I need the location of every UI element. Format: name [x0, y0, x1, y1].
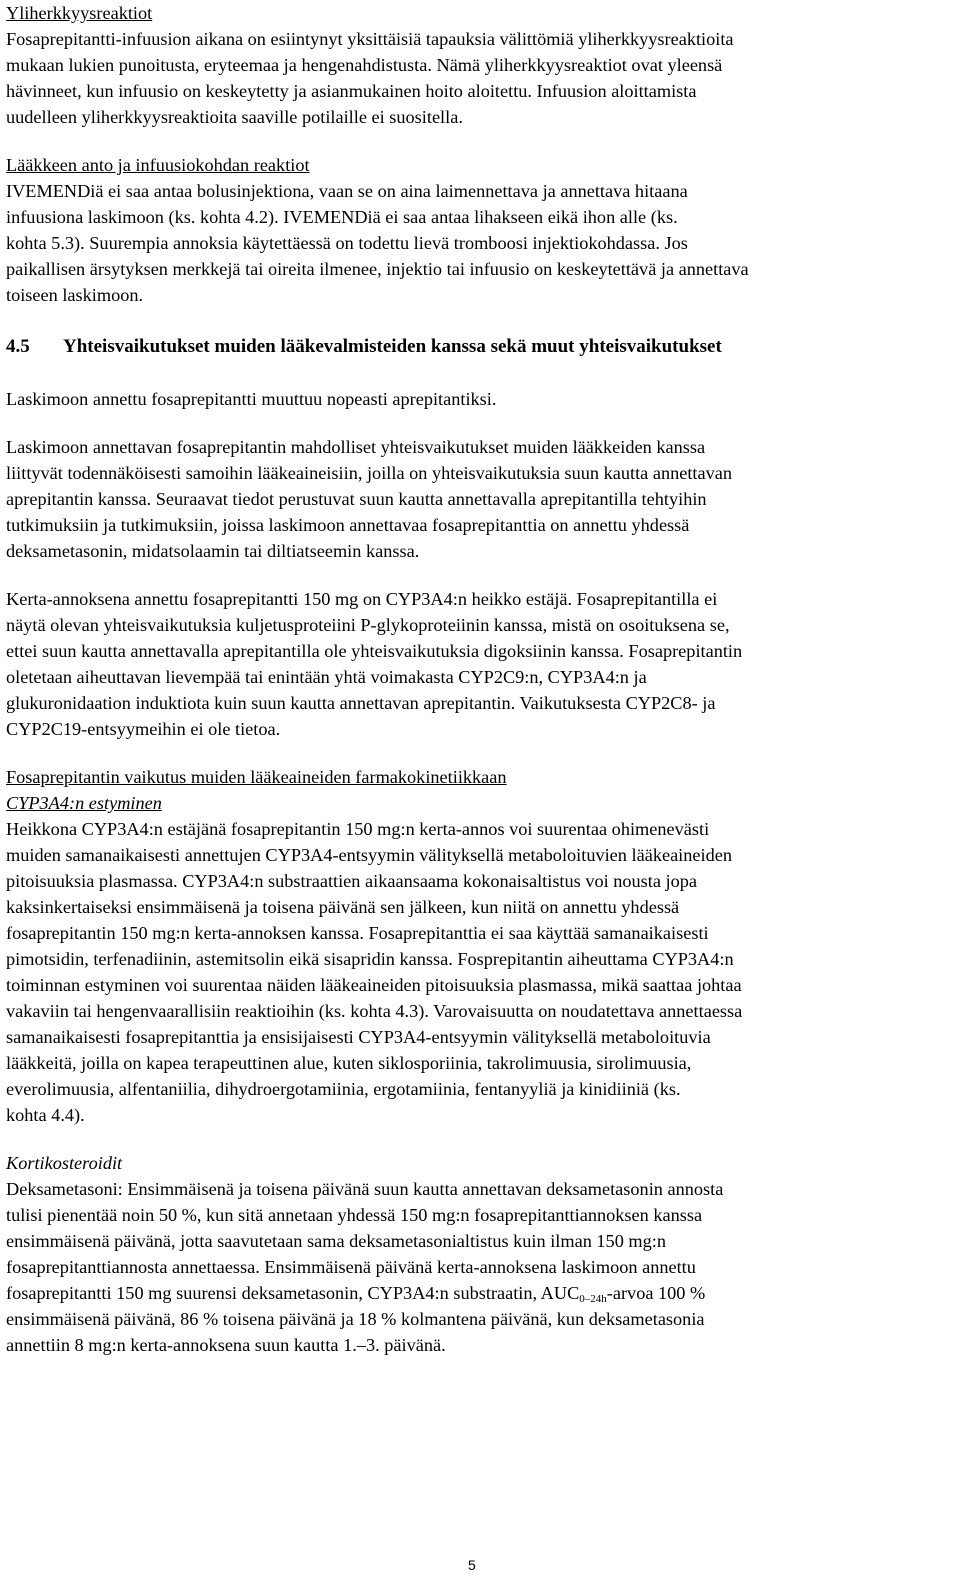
text-line: Heikkona CYP3A4:n estäjänä fosaprepitantin 150 mg:n kerta-annos voi suurentaa ohimenevästi — [6, 819, 710, 839]
text-line: Fosaprepitantti-infuusion aikana on esiintynyt yksittäisiä tapauksia välittömiä yliherkkyysreaktioita — [6, 29, 734, 49]
text-line: Kerta-annoksena annettu fosaprepitantti 150 mg on CYP3A4:n heikko estäjä. Fosaprepitantilla ei — [6, 589, 718, 609]
section-heading-hypersensitivity: Yliherkkyysreaktiot — [6, 3, 153, 23]
text-line: CYP2C19-entsyymeihin ei ole tietoa. — [6, 719, 281, 739]
text-line: vakaviin tai hengenvaarallisiin reaktioihin (ks. kohta 4.3). Varovaisuutta on noudatettava annettaessa — [6, 1001, 743, 1021]
text-line: paikallisen ärsytyksen merkkejä tai oireita ilmenee, injektio tai infuusio on keskeytettävä ja annettava — [6, 259, 749, 279]
auc-text-post: -arvoa 100 % — [606, 1283, 706, 1303]
paragraph-gap — [6, 308, 954, 334]
text-line: liittyvät todennäköisesti samoihin lääkeaineisiin, joilla on yhteisvaikutuksia suun kautta annettavan — [6, 463, 733, 483]
text-line: samanaikaisesti fosaprepitanttia ja ensisijaisesti CYP3A4-entsyymin välityksellä metaboloituvia — [6, 1027, 711, 1047]
text-line: annettiin 8 mg:n kerta-annoksena suun kautta 1.–3. päivänä. — [6, 1335, 446, 1355]
text-line: deksametasonin, midatsolaamin tai diltiatseemin kanssa. — [6, 541, 420, 561]
page-number: 5 — [468, 1557, 476, 1573]
subheading-cyp3a4-inhibition: CYP3A4:n estyminen — [6, 793, 162, 813]
text-line: Deksametasoni: Ensimmäisenä ja toisena päivänä suun kautta annettavan deksametasonin annosta — [6, 1179, 724, 1199]
text-line: kaksinkertaiseksi ensimmäisenä ja toisena päivänä sen jälkeen, kun niitä on annettu yhdessä — [6, 897, 680, 917]
text-line: hävinneet, kun infuusio on keskeytetty ja asianmukainen hoito aloitettu. Infuusion aloittamista — [6, 81, 697, 101]
text-line: mukaan lukien punoitusta, eryteemaa ja hengenahdistusta. Nämä yliherkkyysreaktiot ovat yleensä — [6, 55, 723, 75]
text-line: ettei suun kautta annettavalla aprepitantilla ole yhteisvaikutuksia digoksiinin kanssa. Fosaprepitantin — [6, 641, 743, 661]
text-line: kohta 5.3). Suurempia annoksia käytettäessä on todettu lievä tromboosi injektiokohdassa. Jos — [6, 233, 688, 253]
text-line: kohta 4.4). — [6, 1105, 85, 1125]
section-number: 4.5 — [6, 336, 30, 357]
section-heading-administration: Lääkkeen anto ja infuusiokohdan reaktiot — [6, 155, 310, 175]
text-line: Laskimoon annettavan fosaprepitantin mahdolliset yhteisvaikutukset muiden lääkkeiden kanssa — [6, 437, 706, 457]
section-heading-4-5 — [6, 334, 954, 360]
document-page — [6, 0, 954, 1358]
text-line: toiminnan estyminen voi suurentaa näiden lääkeaineiden pitoisuuksia plasmassa, mikä saattaa johtaa — [6, 975, 742, 995]
subheading-corticosteroids: Kortikosteroidit — [6, 1153, 123, 1173]
auc-subscript: 0–24h — [579, 1293, 607, 1305]
text-line: oletetaan aiheuttavan lievempää tai enintään yhtä voimakasta CYP2C9:n, CYP3A4:n ja — [6, 667, 647, 687]
text-line: IVEMENDiä ei saa antaa bolusinjektiona, vaan se on aina laimennettava ja annettava hitaana — [6, 181, 688, 201]
text-line: Laskimoon annettu fosaprepitantti muuttuu nopeasti aprepitantiksi. — [6, 389, 497, 409]
text-line: ensimmäisenä päivänä, 86 % toisena päivänä ja 18 % kolmantena päivänä, kun deksametasonia — [6, 1309, 705, 1329]
text-line: lääkkeitä, joilla on kapea terapeuttinen alue, kuten siklosporiinia, takrolimuusia, sirolimuusia, — [6, 1053, 692, 1073]
paragraph-gap — [6, 412, 954, 434]
text-line: aprepitantin kanssa. Seuraavat tiedot perustuvat suun kautta annettavalla aprepitantilla tehtyihin — [6, 489, 707, 509]
text-line: fosaprepitanttiannosta annettaessa. Ensimmäisenä päivänä kerta-annoksena laskimoon annettu — [6, 1257, 696, 1277]
text-line: tutkimuksiin ja tutkimuksiin, joissa laskimoon annettavaa fosaprepitanttia on annettu yhdessä — [6, 515, 690, 535]
paragraph-gap — [6, 1128, 954, 1150]
text-line: toiseen laskimoon. — [6, 285, 144, 305]
section-title: Yhteisvaikutukset muiden lääkevalmisteiden kanssa sekä muut yhteisvaikutukset — [63, 336, 722, 357]
text-line: pimotsidin, terfenadiinin, astemitsolin eikä sisapridin kanssa. Fosprepitantin aiheuttama CYP3A4:n — [6, 949, 734, 969]
text-line: everolimuusia, alfentaniilia, dihydroergotamiinia, ergotamiinia, fentanyyliä ja kinidiiniä (ks. — [6, 1079, 681, 1099]
text-line: näytä olevan yhteisvaikutuksia kuljetusproteiini P-glykoproteiinin kanssa, mistä on osoituksena se, — [6, 615, 730, 635]
text-line: infuusiona laskimoon (ks. kohta 4.2). IVEMENDiä ei saa antaa lihakseen eikä ihon alle (ks. — [6, 207, 678, 227]
text-line: ensimmäisenä päivänä, jotta saavutetaan sama deksametasonialtistus kuin ilman 150 mg:n — [6, 1231, 666, 1251]
paragraph-gap — [6, 564, 954, 586]
text-line-auc — [6, 1280, 954, 1306]
paragraph-gap — [6, 742, 954, 764]
text-line: tulisi pienentää noin 50 %, kun sitä annetaan yhdessä 150 mg:n fosaprepitanttiannoksen kanssa — [6, 1205, 703, 1225]
text-line: uudelleen yliherkkyysreaktioita saaville potilaille ei suositella. — [6, 107, 463, 127]
text-line: muiden samanaikaisesti annettujen CYP3A4-entsyymin välityksellä metaboloituvien lääkeaineiden — [6, 845, 732, 865]
text-line: fosaprepitantin 150 mg:n kerta-annoksen kanssa. Fosaprepitanttia ei saa käyttää samanaikaisesti — [6, 923, 709, 943]
section-heading-pharmacokinetics: Fosaprepitantin vaikutus muiden lääkeaineiden farmakokinetiikkaan — [6, 767, 507, 787]
auc-text-pre: fosaprepitantti 150 mg suurensi deksametasonin, CYP3A4:n substraatin, AUC — [6, 1283, 580, 1303]
text-line: pitoisuuksia plasmassa. CYP3A4:n substraattien aikaansaama kokonaisaltistus voi nousta jopa — [6, 871, 698, 891]
paragraph-gap — [6, 130, 954, 152]
text-line: glukuronidaation induktiota kuin suun kautta annettavan aprepitantin. Vaikutuksesta CYP2C8- ja — [6, 693, 716, 713]
paragraph-gap — [6, 360, 954, 386]
